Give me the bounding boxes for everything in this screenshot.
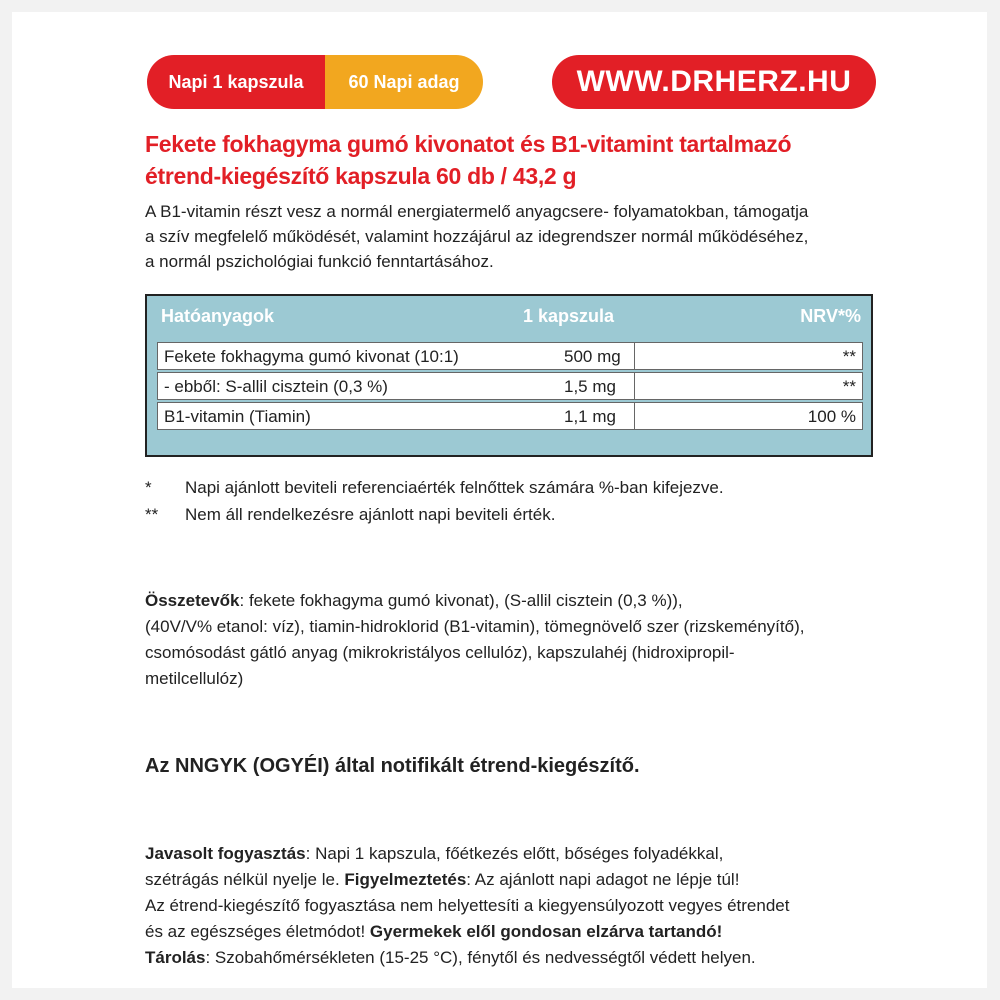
children-warning: Gyermekek elől gondosan elzárva tartandó!	[369, 922, 723, 941]
dosage-pill	[147, 55, 483, 109]
table-row	[157, 372, 863, 400]
usage-label: Javasolt fogyasztás	[145, 844, 306, 863]
row-nrv: **	[842, 347, 856, 366]
ingredients-line-4: metilcellulóz)	[145, 669, 244, 688]
column-divider	[634, 373, 635, 399]
ingredients-line-3: csomósodást gátló anyag (mikrokristályos cellulóz), kapszulahéj (hidroxipropil-	[145, 643, 735, 662]
header-active-ingredients: Hatóanyagok	[161, 306, 275, 326]
ingredients-section	[145, 588, 885, 692]
footnote	[145, 501, 885, 528]
footnote-mark: **	[145, 505, 159, 524]
website-badge[interactable]: WWW.DRHERZ.HU	[552, 55, 876, 109]
table-row	[157, 402, 863, 430]
footnote-text: Napi ajánlott beviteli referenciaérték felnőttek számára %-ban kifejezve.	[185, 478, 724, 497]
warning-label: Figyelmeztetés	[344, 870, 467, 889]
row-dose: 1,5 mg	[564, 377, 616, 396]
nutrition-table	[145, 294, 873, 457]
usage-text-4: Az étrend-kiegészítő fogyasztása nem helyettesíti a kiegyensúlyozott vegyes étrendet	[145, 896, 790, 915]
intro-text	[145, 199, 885, 274]
daily-servings-badge: 60 Napi adag	[325, 55, 483, 109]
row-name: B1-vitamin (Tiamin)	[164, 407, 311, 426]
title-line-1: Fekete fokhagyma gumó kivonatot és B1-vitamint tartalmazó	[145, 131, 792, 157]
header-nrv: NRV*%	[800, 306, 861, 326]
header-per-capsule: 1 kapszula	[523, 306, 615, 326]
row-name: - ebből: S-allil cisztein (0,3 %)	[164, 377, 388, 396]
column-divider	[634, 403, 635, 429]
usage-section	[145, 841, 885, 971]
intro-line-1: A B1-vitamin részt vesz a normál energiatermelő anyagcsere- folyamatokban, támogatja	[145, 202, 809, 221]
product-title	[145, 128, 905, 192]
ingredients-label: Összetevők	[145, 591, 240, 610]
row-name: Fekete fokhagyma gumó kivonat (10:1)	[164, 347, 459, 366]
notification-statement: Az NNGYK (OGYÉI) által notifikált étrend-kiegészítő.	[145, 755, 640, 777]
usage-text-2: szétrágás nélkül nyelje le.	[145, 870, 345, 889]
column-divider	[634, 343, 635, 369]
intro-line-2: a szív megfelelő működését, valamint hozzájárul az idegrendszer normál működéséhez,	[145, 227, 809, 246]
title-line-2: étrend-kiegészítő kapszula 60 db / 43,2 g	[145, 163, 577, 189]
storage-text: : Szobahőmérsékleten (15-25 °C), fénytől és nedvességtől védett helyen.	[205, 948, 756, 967]
footnotes	[145, 474, 885, 528]
footnote-text: Nem áll rendelkezésre ajánlott napi beviteli érték.	[185, 505, 556, 524]
ingredients-line-1: : fekete fokhagyma gumó kivonat), (S-allil cisztein (0,3 %)),	[239, 591, 683, 610]
footnote	[145, 474, 885, 501]
row-dose: 500 mg	[564, 347, 621, 366]
footnote-mark: *	[145, 478, 152, 497]
row-nrv: 100 %	[807, 407, 856, 426]
usage-text-3: : Az ajánlott napi adagot ne lépje túl!	[466, 870, 740, 889]
row-dose: 1,1 mg	[564, 407, 616, 426]
storage-label: Tárolás	[145, 948, 206, 967]
table-header	[147, 296, 871, 338]
intro-line-3: a normál pszichológiai funkció fenntartásához.	[145, 252, 494, 271]
table-row	[157, 342, 863, 370]
usage-text-5: és az egészséges életmódot!	[145, 922, 370, 941]
ingredients-line-2: (40V/V% etanol: víz), tiamin-hidroklorid (B1-vitamin), tömegnövelő szer (rizskeményítő),	[145, 617, 805, 636]
usage-text-1: : Napi 1 kapszula, főétkezés előtt, bőséges folyadékkal,	[305, 844, 724, 863]
row-nrv: **	[842, 377, 856, 396]
label-sheet	[12, 12, 987, 988]
daily-dose-badge: Napi 1 kapszula	[147, 55, 325, 109]
